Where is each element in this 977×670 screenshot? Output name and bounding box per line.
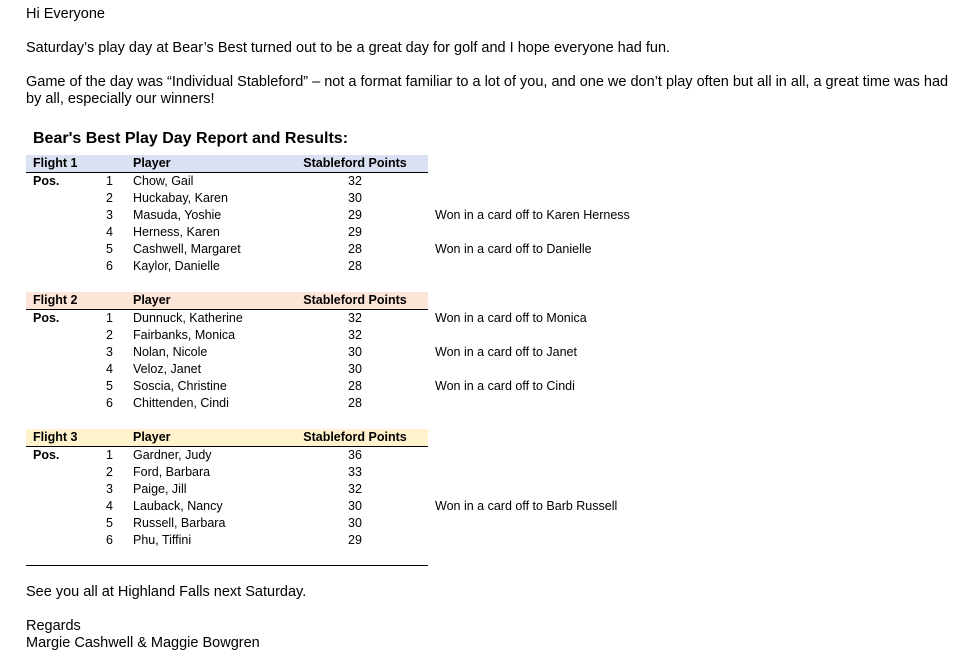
- player-header: Player: [133, 156, 171, 170]
- points-header: Stableford Points: [303, 430, 407, 444]
- player-name: Gardner, Judy: [133, 448, 212, 462]
- table-row: [26, 532, 428, 549]
- position: 3: [106, 345, 113, 359]
- points: 33: [348, 465, 362, 479]
- position: 4: [106, 499, 113, 513]
- points-header: Stableford Points: [303, 156, 407, 170]
- points: 30: [348, 345, 362, 359]
- flight-header: [26, 292, 428, 310]
- table-row: [26, 447, 428, 464]
- player-name: Veloz, Janet: [133, 362, 202, 376]
- player-name: Kaylor, Danielle: [133, 259, 220, 273]
- flight-name: Flight 3: [33, 430, 78, 444]
- greeting: Hi Everyone: [26, 6, 105, 22]
- pos-label: Pos.: [33, 311, 60, 325]
- table-row: [26, 378, 575, 395]
- points: 32: [348, 328, 362, 342]
- table-bottom-rule: [26, 565, 428, 566]
- table-row: [26, 327, 428, 344]
- position: 6: [106, 396, 113, 410]
- position: 2: [106, 465, 113, 479]
- player-name: Lauback, Nancy: [133, 499, 223, 513]
- closing-line: See you all at Highland Falls next Saturday.: [26, 584, 307, 600]
- position: 5: [106, 516, 113, 530]
- table-row: [26, 258, 428, 275]
- table-row: [26, 207, 630, 224]
- flight-3-table: [26, 429, 618, 549]
- position: 3: [106, 482, 113, 496]
- position: 1: [106, 448, 113, 462]
- player-name: Chow, Gail: [133, 174, 194, 188]
- table-row: [26, 344, 577, 361]
- player-name: Paige, Jill: [133, 482, 187, 496]
- points: 28: [348, 259, 362, 273]
- player-name: Russell, Barbara: [133, 516, 226, 530]
- intro-paragraph: Saturday’s play day at Bear’s Best turned out to be a great day for golf and I hope everyone had fun.: [26, 40, 671, 56]
- points-header: Stableford Points: [303, 293, 407, 307]
- report-title: Bear's Best Play Day Report and Results:: [33, 130, 349, 147]
- note: Won in a card off to Cindi: [435, 379, 575, 393]
- table-row: [26, 310, 587, 327]
- points: 30: [348, 191, 362, 205]
- table-row: [26, 515, 428, 532]
- points: 28: [348, 396, 362, 410]
- points: 36: [348, 448, 362, 462]
- player-name: Nolan, Nicole: [133, 345, 208, 359]
- flight-2-table: [26, 292, 587, 412]
- position: 6: [106, 533, 113, 547]
- points: 30: [348, 362, 362, 376]
- points: 32: [348, 174, 362, 188]
- flight-name: Flight 1: [33, 156, 78, 170]
- table-row: [26, 190, 428, 207]
- points: 32: [348, 482, 362, 496]
- position: 6: [106, 259, 113, 273]
- note: Won in a card off to Janet: [435, 345, 577, 359]
- points: 29: [348, 533, 362, 547]
- flight-1-table: [26, 155, 630, 275]
- table-row: [26, 241, 592, 258]
- note: Won in a card off to Danielle: [435, 242, 592, 256]
- position: 4: [106, 225, 113, 239]
- signature: Margie Cashwell & Maggie Bowgren: [26, 635, 260, 651]
- position: 1: [106, 311, 113, 325]
- table-row: [26, 395, 428, 412]
- player-name: Masuda, Yoshie: [133, 208, 222, 222]
- player-name: Soscia, Christine: [133, 379, 227, 393]
- player-name: Phu, Tiffini: [133, 533, 192, 547]
- player-header: Player: [133, 430, 171, 444]
- table-row: [26, 481, 428, 498]
- position: 5: [106, 242, 113, 256]
- points: 30: [348, 516, 362, 530]
- points: 28: [348, 242, 362, 256]
- player-name: Chittenden, Cindi: [133, 396, 229, 410]
- points: 29: [348, 225, 362, 239]
- position: 2: [106, 191, 113, 205]
- pos-label: Pos.: [33, 448, 60, 462]
- player-name: Dunnuck, Katherine: [133, 311, 243, 325]
- game-paragraph: Game of the day was “Individual Stableford” – not a format familiar to a lot of you, and one we don’t play often but all in all, a great time was had by all, especially our winners!: [26, 74, 949, 107]
- points: 32: [348, 311, 362, 325]
- position: 1: [106, 174, 113, 188]
- player-name: Ford, Barbara: [133, 465, 211, 479]
- points: 29: [348, 208, 362, 222]
- table-row: [26, 361, 428, 378]
- points: 30: [348, 499, 362, 513]
- note: Won in a card off to Karen Herness: [435, 208, 630, 222]
- player-name: Cashwell, Margaret: [133, 242, 241, 256]
- position: 3: [106, 208, 113, 222]
- table-row: [26, 173, 428, 190]
- table-row: [26, 498, 618, 515]
- position: 4: [106, 362, 113, 376]
- table-row: [26, 464, 428, 481]
- pos-label: Pos.: [33, 174, 60, 188]
- position: 5: [106, 379, 113, 393]
- player-name: Herness, Karen: [133, 225, 220, 239]
- note: Won in a card off to Monica: [435, 311, 587, 325]
- flight-header: [26, 155, 428, 173]
- player-name: Huckabay, Karen: [133, 191, 228, 205]
- regards: Regards: [26, 618, 81, 634]
- player-header: Player: [133, 293, 171, 307]
- flight-header: [26, 429, 428, 447]
- table-row: [26, 224, 428, 241]
- position: 2: [106, 328, 113, 342]
- player-name: Fairbanks, Monica: [133, 328, 236, 342]
- points: 28: [348, 379, 362, 393]
- note: Won in a card off to Barb Russell: [435, 499, 618, 513]
- flight-name: Flight 2: [33, 293, 78, 307]
